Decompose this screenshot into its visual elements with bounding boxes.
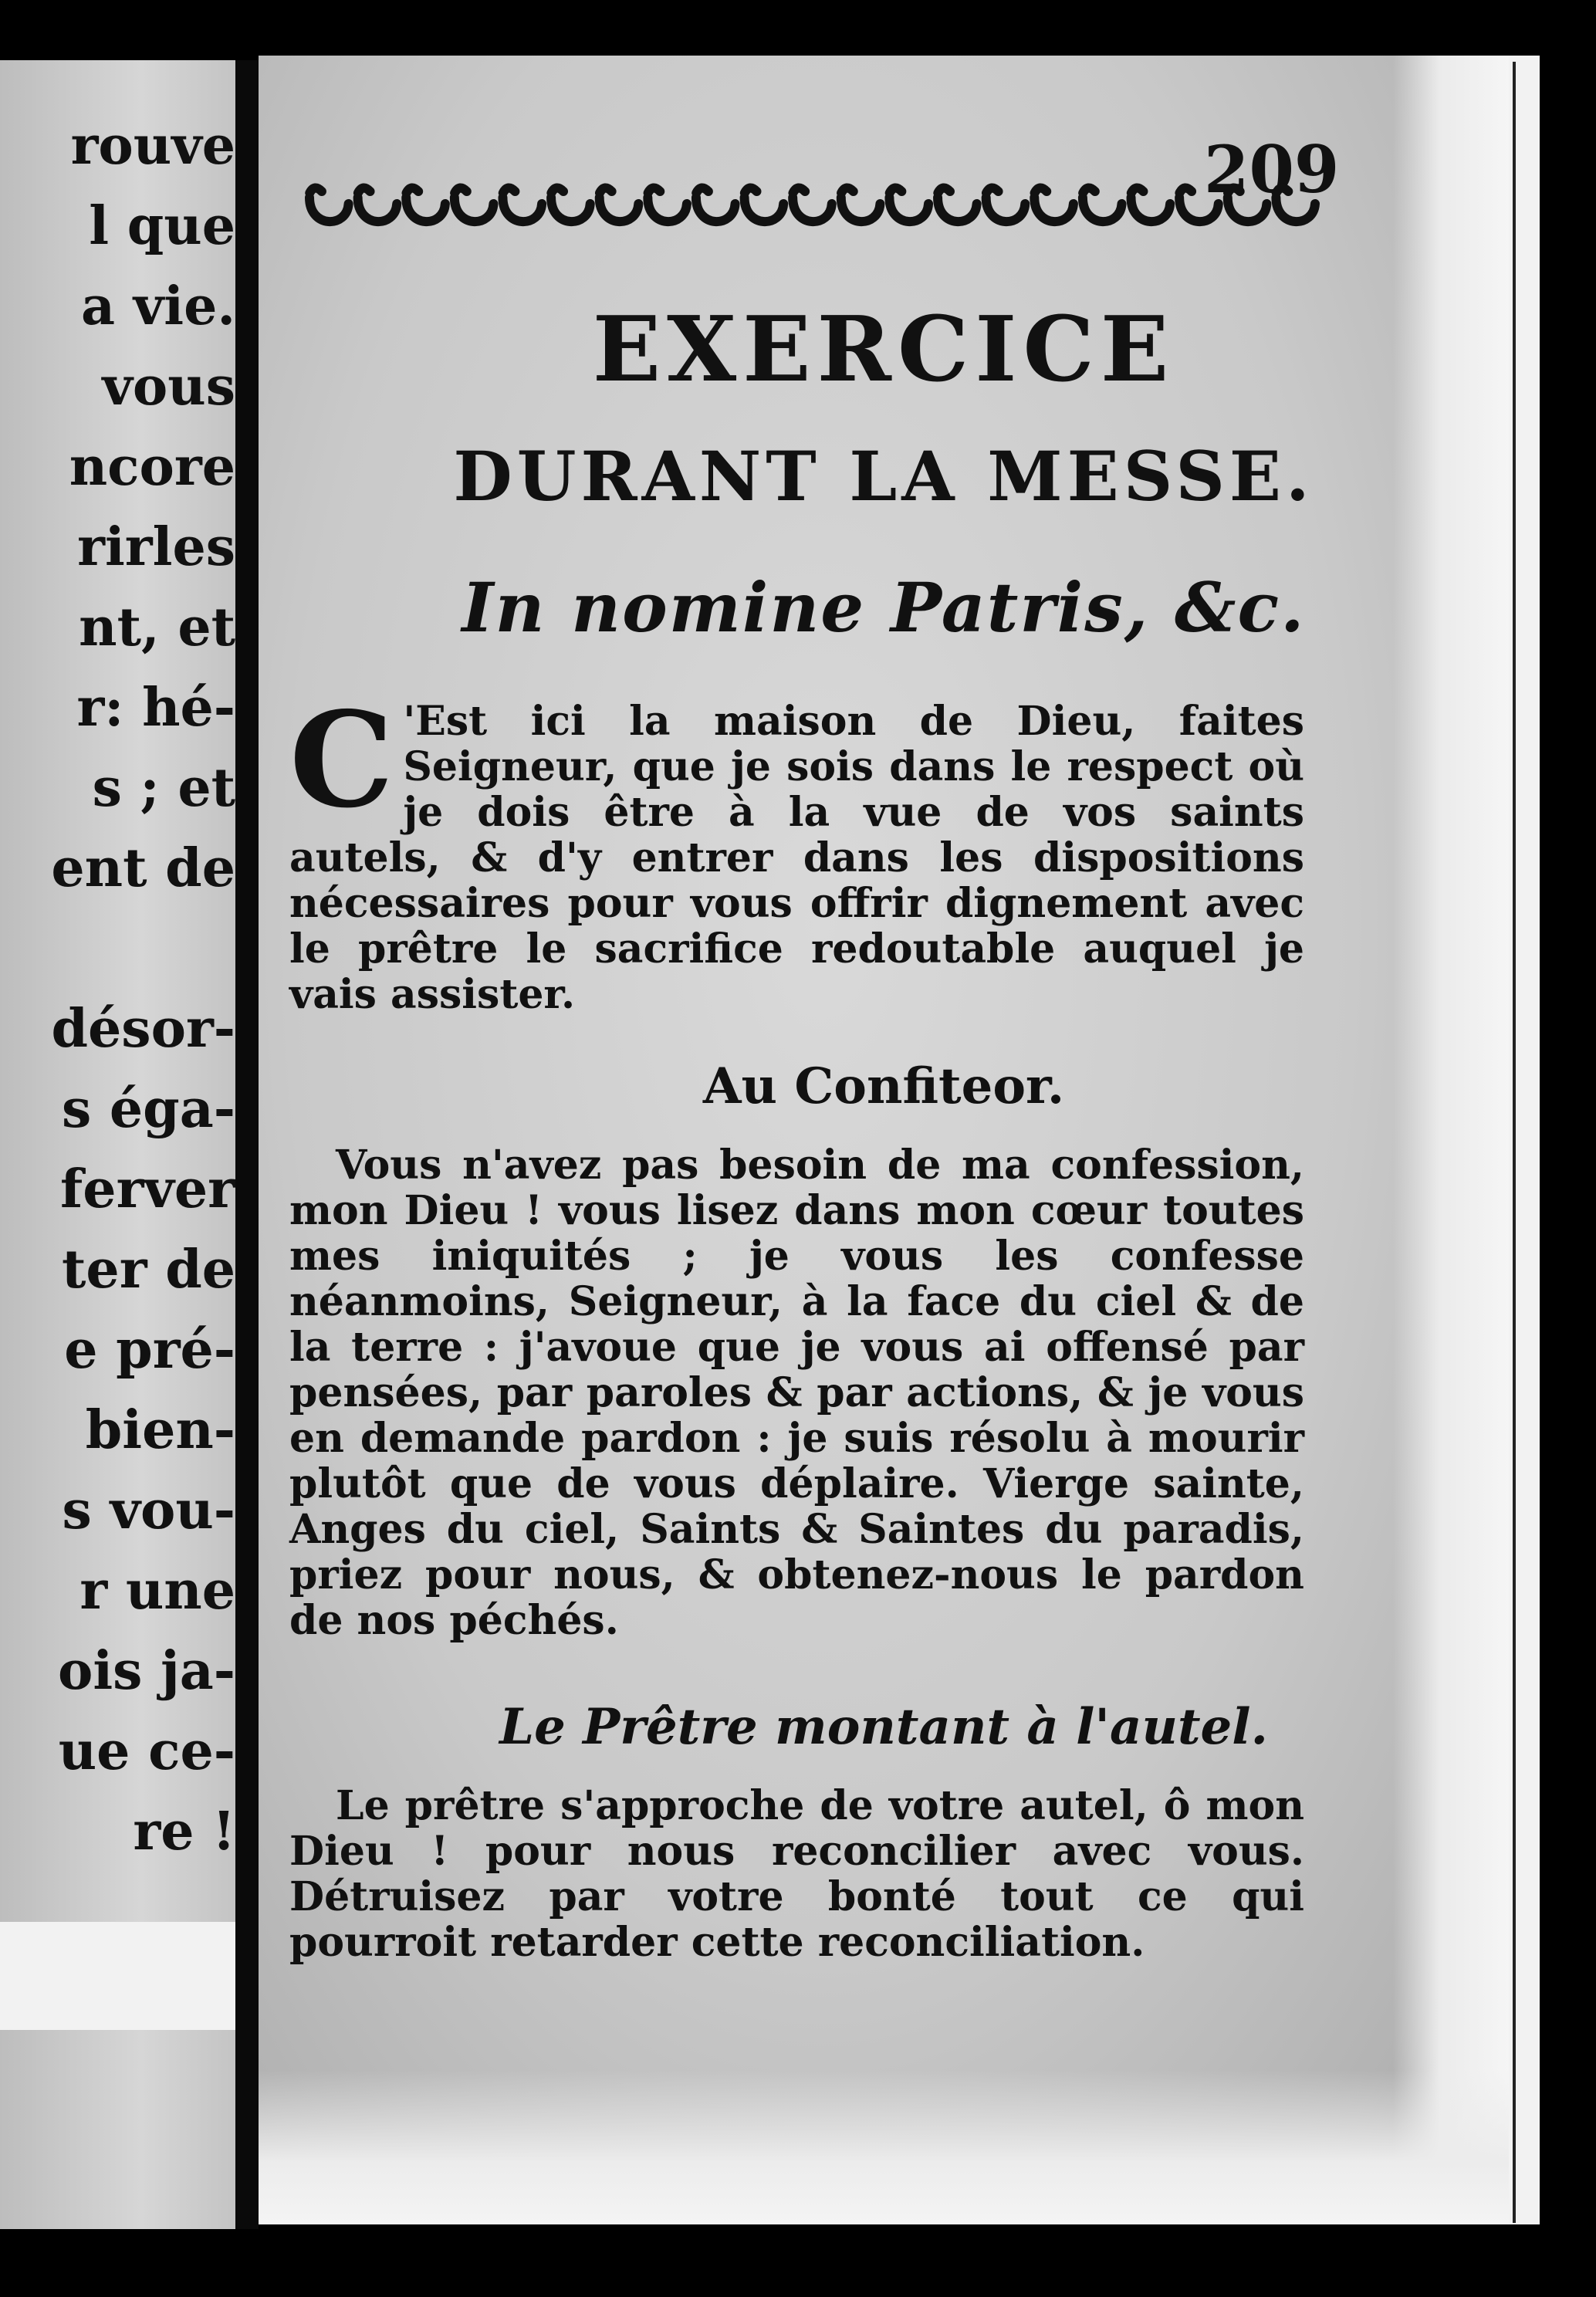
previous-page-line: r: hé- xyxy=(76,677,235,739)
previous-page-line: vous xyxy=(102,356,235,418)
drop-cap: C xyxy=(289,683,394,837)
ornament-segment xyxy=(1276,188,1315,222)
page-title: EXERCICE xyxy=(592,297,1175,402)
ornament-border-icon xyxy=(305,174,1320,244)
previous-page-line: rouve xyxy=(70,115,235,177)
previous-page-line: a vie. xyxy=(80,276,235,337)
previous-page-line: ois ja- xyxy=(57,1640,235,1702)
previous-page-line: ter de xyxy=(62,1239,235,1301)
ornament-segment xyxy=(406,188,445,222)
previous-page-line: l que xyxy=(89,195,235,257)
ornament-segment xyxy=(1131,188,1171,222)
ornament-segment xyxy=(889,188,928,222)
ornament-segment xyxy=(358,188,397,222)
previous-page-line: ferver xyxy=(60,1159,235,1220)
page-bottom-margin xyxy=(259,2070,1509,2224)
previous-page-line: bien- xyxy=(85,1399,235,1461)
previous-page-blank-strip xyxy=(0,1922,235,2030)
previous-page-line: e pré- xyxy=(64,1319,235,1381)
previous-page-line: s vou- xyxy=(62,1480,235,1541)
previous-page-line: ncore xyxy=(69,436,235,498)
previous-page-fragment xyxy=(0,60,235,2229)
intro-text: 'Est ici la maison de Dieu, faites Seigneur, que je sois dans le respect où je dois être à la vue de vos saints autels, & d'y entrer dans les dispositions nécessaires pour vous offrir dignement avec le prêtre le sacrifice redoutable auquel je vais assister. xyxy=(289,698,1304,1019)
previous-page-line: ue ce- xyxy=(58,1720,235,1782)
ornament-segment xyxy=(745,188,784,222)
confiteor-heading: Au Confiteor. xyxy=(702,1057,1065,1115)
invocation-heading: In nomine Patris, &c. xyxy=(462,567,1306,648)
previous-page-line: s éga- xyxy=(61,1078,235,1140)
ornament-segment xyxy=(309,188,349,222)
ornament-segment xyxy=(986,188,1026,222)
ornament-segment xyxy=(1179,188,1219,222)
right-margin-rule xyxy=(1513,62,1516,2223)
previous-page-line: ent de xyxy=(51,837,235,899)
previous-page-line: s ; et xyxy=(92,757,235,819)
autel-heading: Le Prêtre montant à l'autel. xyxy=(499,1698,1268,1756)
book-gutter xyxy=(235,60,259,2229)
ornament-segment xyxy=(551,188,590,222)
ornament-segment xyxy=(696,188,735,222)
ornament-segment xyxy=(502,188,542,222)
ornament-segment xyxy=(1228,188,1267,222)
previous-page-line: r une xyxy=(79,1560,235,1622)
page-number: 209 xyxy=(1204,131,1340,208)
page-subtitle: DURANT LA MESSE. xyxy=(453,436,1314,516)
ornament-segment xyxy=(600,188,639,222)
previous-page-line: re ! xyxy=(133,1801,235,1862)
ornament-segment xyxy=(938,188,977,222)
autel-paragraph: Le prêtre s'approche de votre autel, ô mon Dieu ! pour nous reconcilier avec vous. Détruisez par votre bonté tout ce qui pourroit retarder cette reconciliation. xyxy=(289,1782,1304,1967)
ornament-segment xyxy=(793,188,832,222)
intro-paragraph xyxy=(289,683,1304,1019)
ornament-segment xyxy=(841,188,881,222)
previous-page-line: nt, et xyxy=(79,597,235,658)
ornament-segment xyxy=(648,188,687,222)
ornament-segment xyxy=(455,188,494,222)
ornament-segment xyxy=(1034,188,1074,222)
previous-page-line: désor- xyxy=(51,998,235,1060)
ornament-segment xyxy=(1083,188,1122,222)
previous-page-line: rirles xyxy=(77,516,235,578)
confiteor-paragraph: Vous n'avez pas besoin de ma confession, mon Dieu ! vous lisez dans mon cœur toutes mes iniquités ; je vous les confesse néanmoins, Seigneur, à la face du ciel & de la terre : j'avoue que je vous ai offensé par pensées, par paroles & par actions, & je vous en demande pardon : je suis résolu à mourir plutôt que de vous déplaire. Vierge sainte, Anges du ciel, Saints & Saintes du paradis, priez pour nous, & obtenez-nous le pardon de nos péchés. xyxy=(289,1142,1304,1645)
